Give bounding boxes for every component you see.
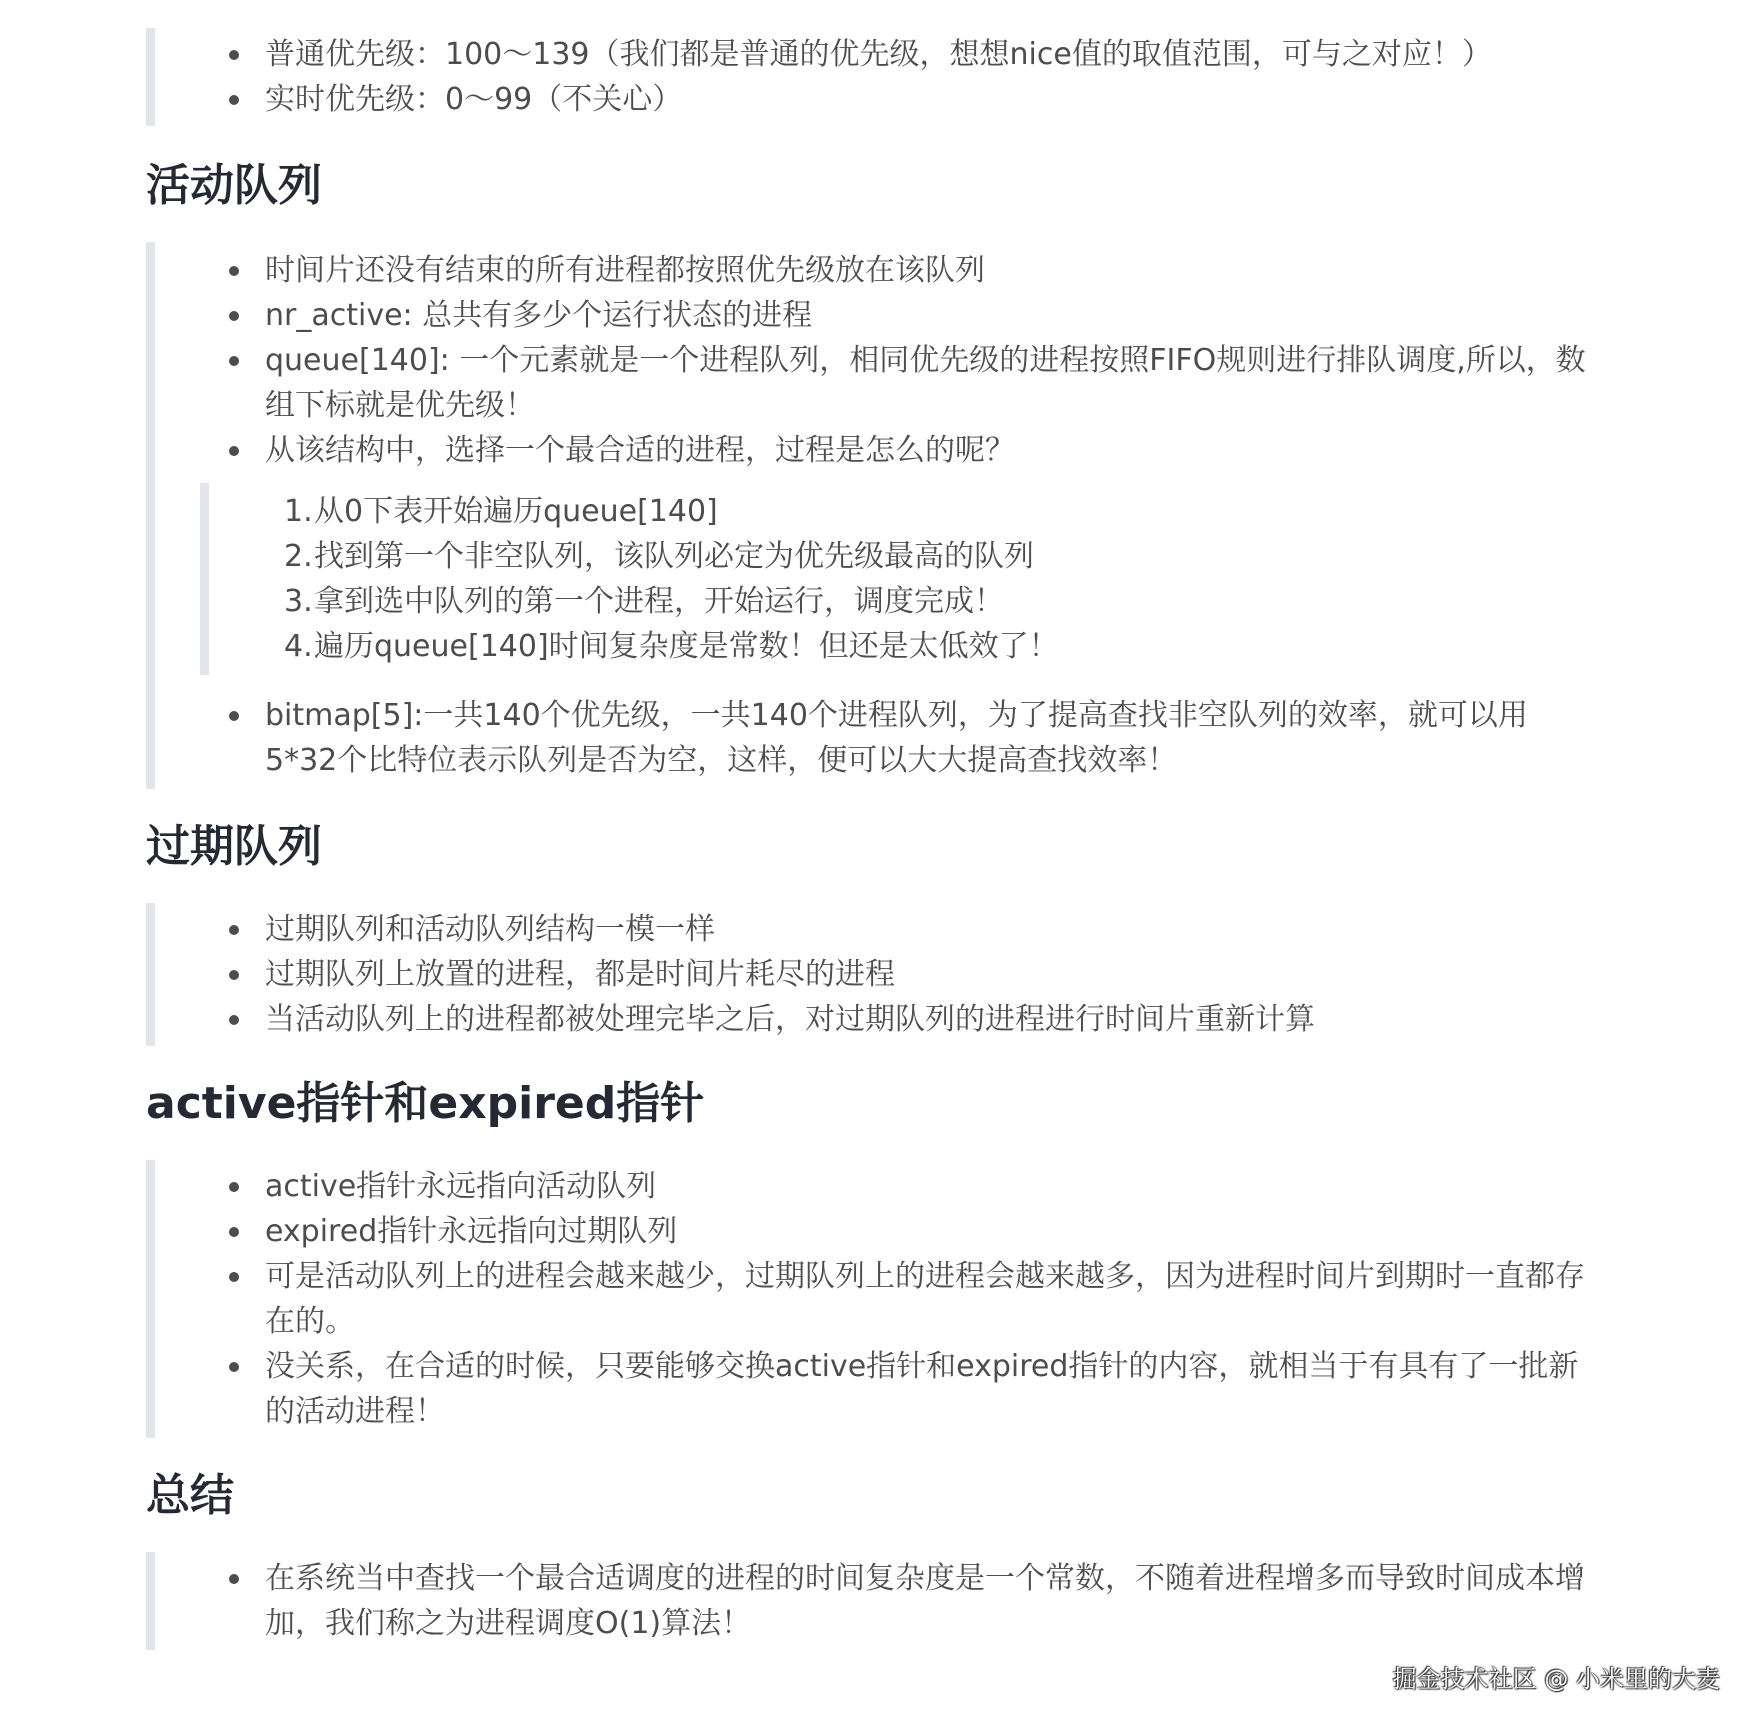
blockquote-expired-queue [146,903,1596,1046]
heading-active-queue: 活动队列 [146,160,322,211]
blockquote-summary [146,1552,1596,1650]
list-item: queue[140]: 一个元素就是一个进程队列，相同优先级的进程按照FIFO规则进行排队调度,所以，数组下标就是优先级！ [265,338,1596,428]
heading-expired-queue: 过期队列 [146,821,322,872]
article-body [146,0,1596,1650]
list-item: bitmap[5]:一共140个优先级，一共140个进程队列，为了提高查找非空队列的效率，就可以用5*32个比特位表示队列是否为空，这样，便可以大大提高查找效率！ [265,693,1596,783]
list-item: 可是活动队列上的进程会越来越少，过期队列上的进程会越来越多，因为进程时间片到期时一直都存在的。 [265,1254,1596,1344]
nested-blockquote-steps [200,483,1596,675]
list-item: active指针永远指向活动队列 [265,1164,1596,1209]
blockquote-active-queue [146,242,1596,789]
list-item: 没关系，在合适的时候，只要能够交换active指针和expired指针的内容，就相当于有具有了一批新的活动进程！ [265,1344,1596,1434]
list-item: 过期队列和活动队列结构一模一样 [265,907,1596,952]
list-item: 过期队列上放置的进程，都是时间片耗尽的进程 [265,952,1596,997]
step-item: 4.遍历queue[140]时间复杂度是常数！但还是太低效了！ [284,629,1059,664]
priority-list [155,32,1596,122]
active-queue-list [155,248,1596,473]
list-item: 从该结构中，选择一个最合适的进程，过程是怎么的呢？ [265,428,1596,473]
heading-summary: 总结 [146,1470,234,1521]
blockquote-priorities [146,28,1596,126]
heading-pointers: active指针和expired指针 [146,1078,705,1129]
watermark: 掘金技术社区 @ 小米里的大麦 [1392,1665,1720,1693]
list-item: nr_active: 总共有多少个运行状态的进程 [265,293,1596,338]
list-item: expired指针永远指向过期队列 [265,1209,1596,1254]
bitmap-list [155,693,1596,783]
step-item: 3.拿到选中队列的第一个进程，开始运行，调度完成！ [284,584,1004,619]
list-item: 在系统当中查找一个最合适调度的进程的时间复杂度是一个常数，不随着进程增多而导致时间成本增加，我们称之为进程调度O(1)算法！ [265,1556,1596,1646]
step-item: 1.从0下表开始遍历queue[140] [284,494,718,529]
selection-steps-list [209,489,1596,669]
expired-queue-list [155,907,1596,1042]
list-item: 实时优先级：0～99（不关心） [265,77,1596,122]
pointers-list [155,1164,1596,1434]
list-item: 普通优先级：100～139（我们都是普通的优先级，想想nice值的取值范围，可与之对应！） [265,32,1596,77]
list-item: 时间片还没有结束的所有进程都按照优先级放在该队列 [265,248,1596,293]
summary-list [155,1556,1596,1646]
step-item: 2.找到第一个非空队列，该队列必定为优先级最高的队列 [284,539,1034,574]
blockquote-pointers [146,1160,1596,1438]
list-item: 当活动队列上的进程都被处理完毕之后，对过期队列的进程进行时间片重新计算 [265,997,1596,1042]
